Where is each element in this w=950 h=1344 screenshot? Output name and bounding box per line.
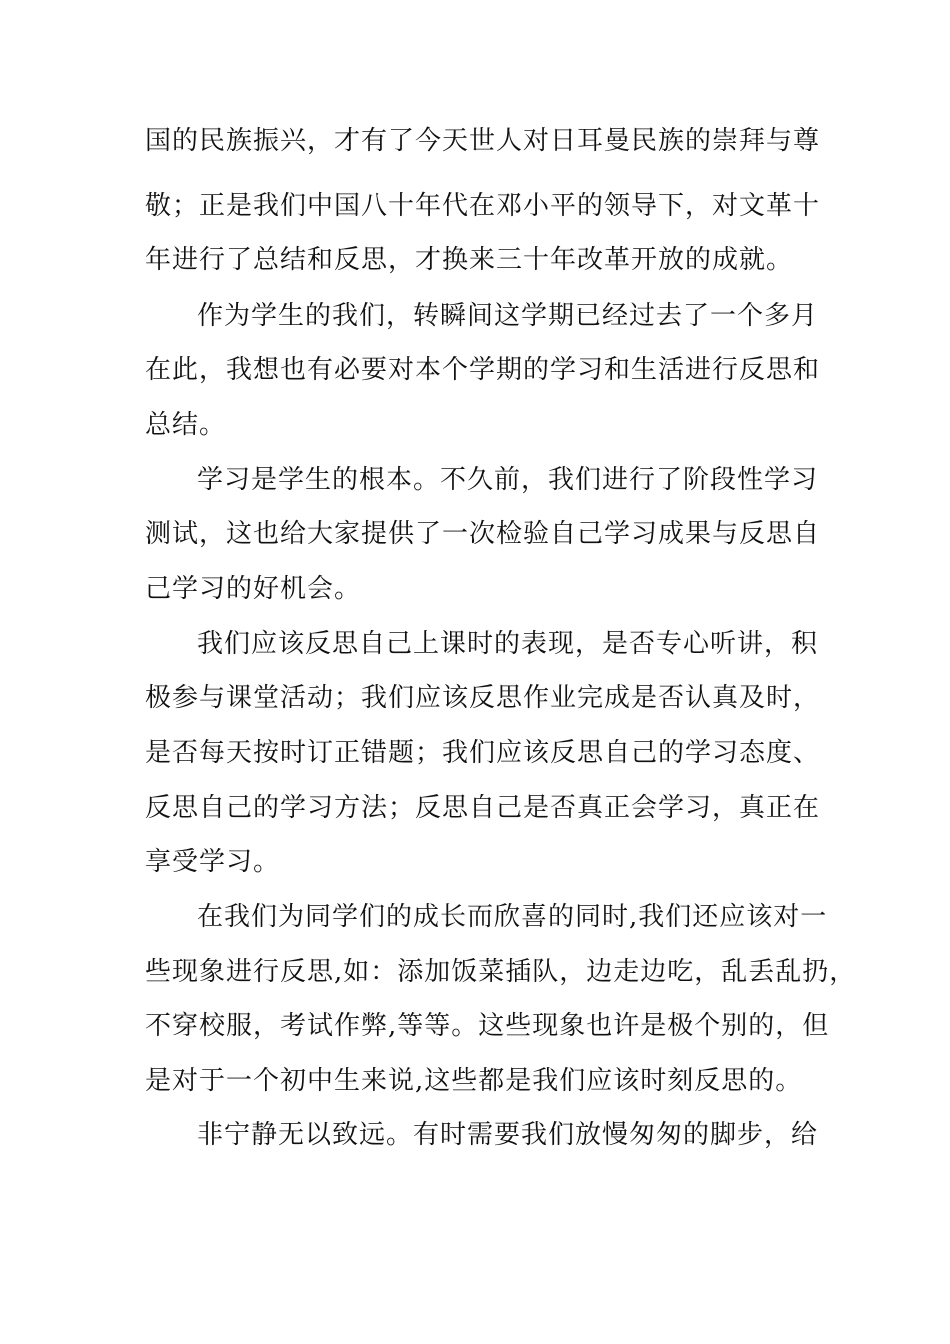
text-line: 国的民族振兴，才有了今天世人对日耳曼民族的崇拜与尊 xyxy=(145,126,821,156)
text-line: 反思自己的学习方法；反思自己是否真正会学习，真正在 xyxy=(145,793,821,823)
text-line: 是否每天按时订正错题；我们应该反思自己的学习态度、 xyxy=(145,738,821,768)
paragraph-first-line: 我们应该反思自己上课时的表现，是否专心听讲，积 xyxy=(197,629,819,659)
text-line: 己学习的好机会。 xyxy=(145,574,362,604)
text-line: 些现象进行反思,如：添加饭菜插队，边走边吃，乱丢乱扔， xyxy=(145,957,857,987)
paragraph-first-line: 学习是学生的根本。不久前，我们进行了阶段性学习 xyxy=(197,465,819,495)
text-line: 测试，这也给大家提供了一次检验自己学习成果与反思自 xyxy=(145,519,821,549)
paragraph-first-line: 在我们为同学们的成长而欣喜的同时,我们还应该对一 xyxy=(197,902,828,932)
text-line: 不穿校服，考试作弊,等等。这些现象也许是极个别的，但 xyxy=(145,1011,830,1041)
text-line: 年进行了总结和反思，才换来三十年改革开放的成就。 xyxy=(145,245,794,275)
paragraph-first-line: 非宁静无以致远。有时需要我们放慢匆匆的脚步，给 xyxy=(197,1120,819,1150)
text-line: 在此，我想也有必要对本个学期的学习和生活进行反思和 xyxy=(145,355,821,385)
text-line: 敬；正是我们中国八十年代在邓小平的领导下，对文革十 xyxy=(145,191,821,221)
text-line: 是对于一个初中生来说,这些都是我们应该时刻反思的。 xyxy=(145,1066,803,1096)
text-line: 享受学习。 xyxy=(145,847,281,877)
paragraph-first-line: 作为学生的我们，转瞬间这学期已经过去了一个多月 xyxy=(197,301,819,331)
text-line: 极参与课堂活动；我们应该反思作业完成是否认真及时， xyxy=(145,683,821,713)
text-line: 总结。 xyxy=(145,410,227,440)
